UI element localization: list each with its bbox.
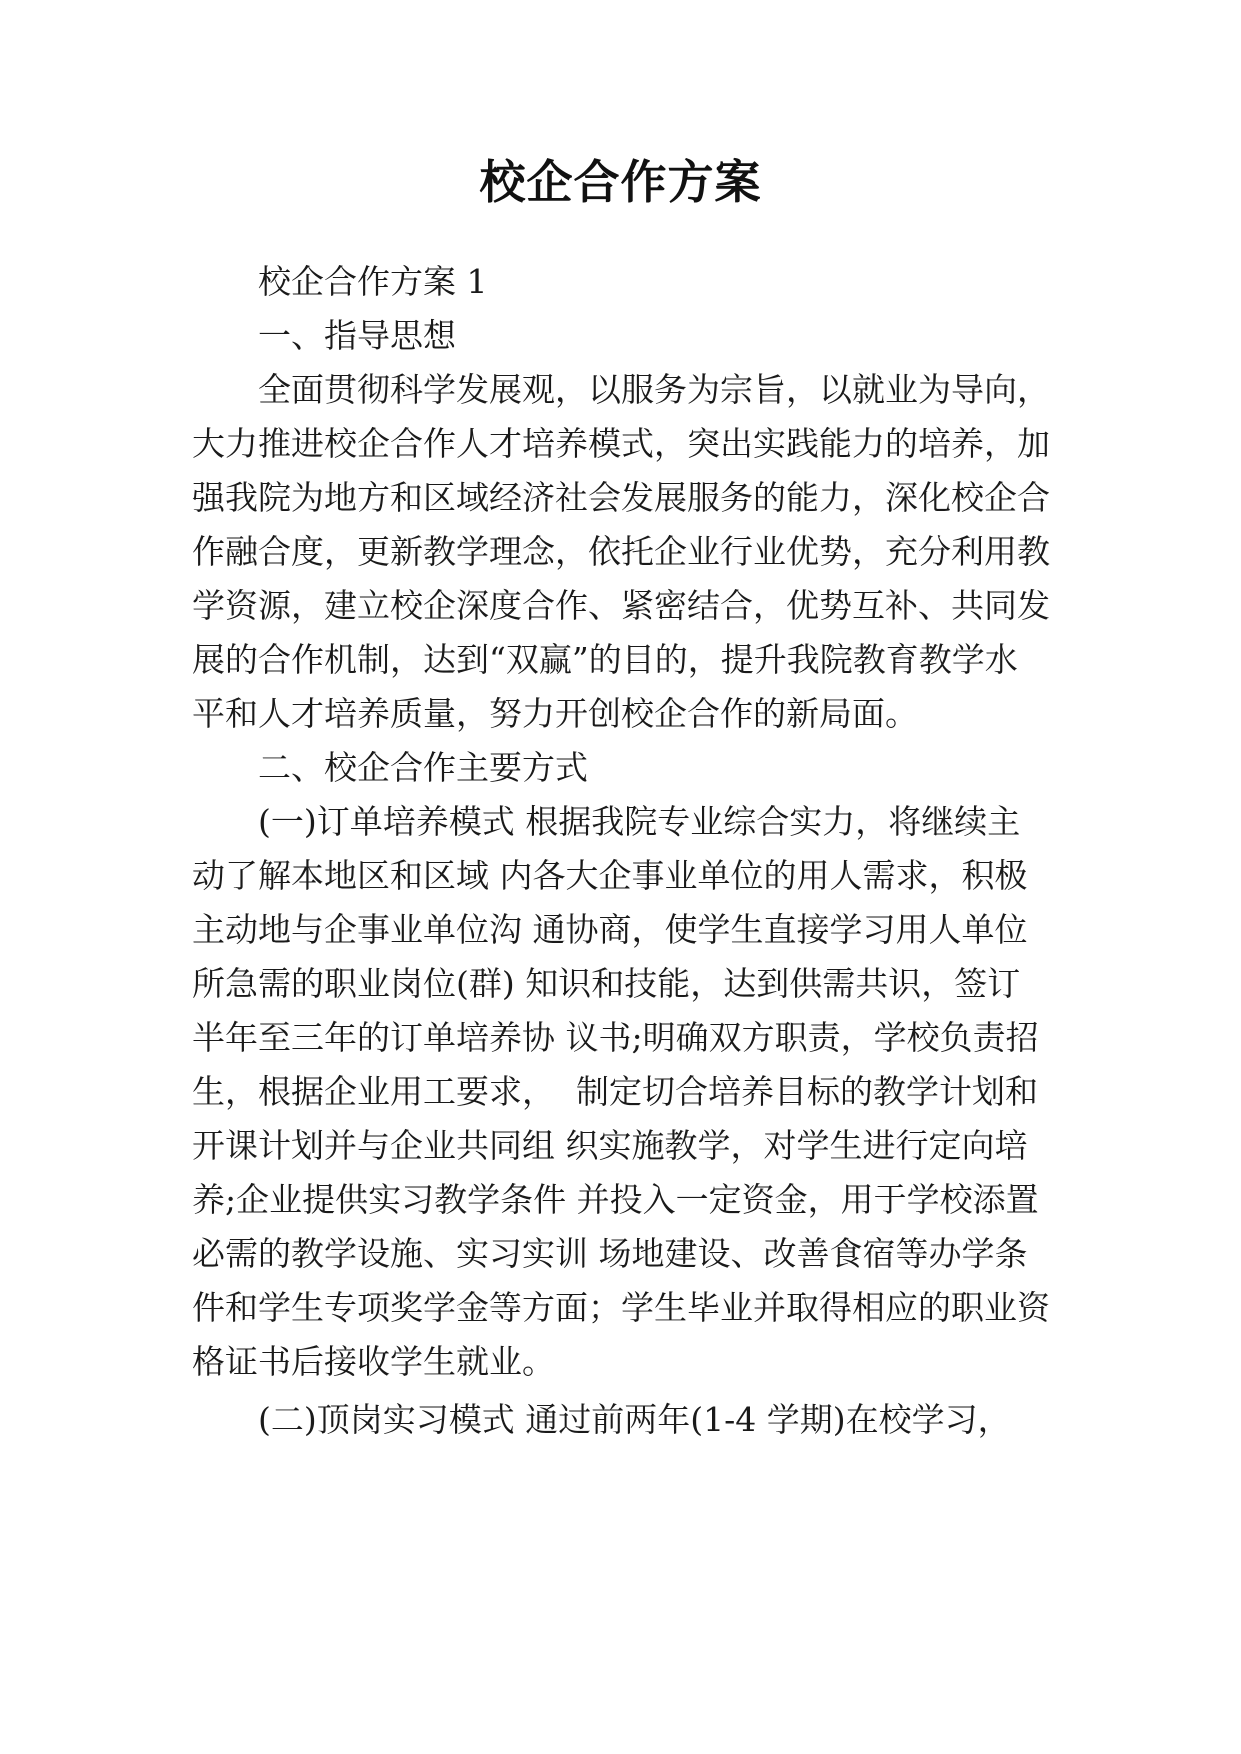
paragraph-line: 件和学生专项奖学金等方面；学生毕业并取得相应的职业资 (192, 1288, 1050, 1327)
paragraph-line: (一)订单培养模式 根据我院专业综合实力，将继续主 (258, 802, 1021, 841)
paragraph-line: 平和人才培养质量，努力开创校企合作的新局面。 (192, 694, 918, 733)
paragraph-line: 全面贯彻科学发展观，以服务为宗旨，以就业为导向， (258, 370, 1050, 409)
paragraph-line: 学资源，建立校企深度合作、紧密结合，优势互补、共同发 (192, 586, 1050, 625)
paragraph-line: 展的合作机制，达到“双赢”的目的，提升我院教育教学水 (192, 640, 1018, 679)
paragraph-line: 格证书后接收学生就业。 (192, 1342, 555, 1381)
paragraph-line: 动了解本地区和区域 内各大企事业单位的用人需求，积极 (192, 856, 1028, 895)
paragraph-line: 半年至三年的订单培养协 议书;明确双方职责，学校负责招 (192, 1018, 1039, 1057)
paragraph-line: 主动地与企事业单位沟 通协商，使学生直接学习用人单位 (192, 910, 1028, 949)
document-title: 校企合作方案 (479, 155, 762, 209)
paragraph-line: 养;企业提供实习教学条件 并投入一定资金，用于学校添置 (192, 1180, 1039, 1219)
paragraph-line: 开课计划并与企业共同组 织实施教学，对学生进行定向培 (192, 1126, 1028, 1165)
paragraph-line: (二)顶岗实习模式 通过前两年(1-4 学期)在校学习， (258, 1400, 1011, 1439)
section-heading-guiding-ideology: 一、指导思想 (258, 316, 456, 355)
paragraph-line: 作融合度，更新教学理念，依托企业行业优势，充分利用教 (192, 532, 1050, 571)
section-heading-cooperation-modes: 二、校企合作主要方式 (258, 748, 588, 787)
section-heading-plan-1: 校企合作方案 1 (258, 262, 488, 301)
paragraph-line: 必需的教学设施、实习实训 场地建设、改善食宿等办学条 (192, 1234, 1028, 1273)
paragraph-line: 生，根据企业用工要求， 制定切合培养目标的教学计划和 (192, 1072, 1038, 1111)
paragraph-line: 强我院为地方和区域经济社会发展服务的能力，深化校企合 (192, 478, 1050, 517)
paragraph-line: 所急需的职业岗位(群) 知识和技能，达到供需共识，签订 (192, 964, 1021, 1003)
paragraph-line: 大力推进校企合作人才培养模式，突出实践能力的培养，加 (192, 424, 1050, 463)
